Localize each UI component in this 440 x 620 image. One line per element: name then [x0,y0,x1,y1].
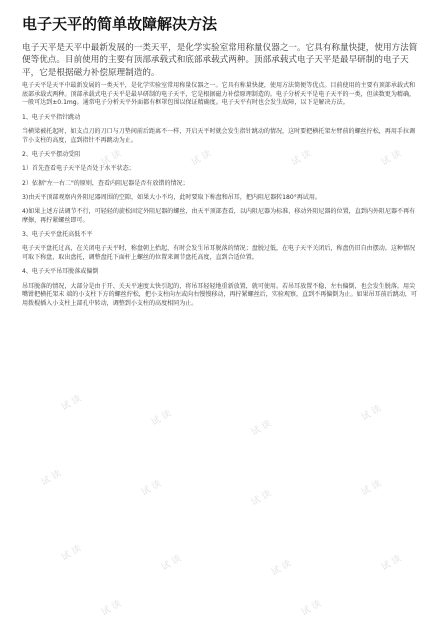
watermark: 试读 [379,147,406,169]
watermark: 试读 [249,417,276,439]
watermark: 试读 [39,467,66,489]
intro-paragraph: 电子天平是天平中最新发展的一类天平，是化学实验室常用称量仪器之一。它具有称量快捷，使用方法简便等优点。目前使用的主要有顶部承载式和底部承载式两种。顶部承载式电子天平是最早研制的电子天平，它是根据磁力补偿原理制造的。 [22,43,418,78]
list-item: 2）依据"左一右二"的原则，查看内阻尼器是否有放错的情况； [22,179,189,187]
watermark: 试读 [139,477,166,499]
watermark: 试读 [99,597,126,619]
section-heading: 2、电子天平摆动受阻 [22,151,81,158]
watermark: 试读 [99,147,126,169]
watermark: 试读 [359,477,386,499]
watermark: 试读 [189,147,216,169]
document-title: 电子天平的简单故障解决方法 [22,15,218,33]
watermark: 试读 [149,407,176,429]
section-heading: 1、电子天平指针跳动 [22,113,81,121]
watermark: 试读 [289,147,316,169]
body-paragraph: 电子天平盘托过高，在关闭电子天平时，称盘朝上抬起，有时会发生吊耳脱落的情况；盘脱过低，在电子天平关闭后，称盘仍旧自由摆动。这种情况可取下称盘，取出盘托，调整盘托下面杆上螺丝的位置来调节盘托高度，直到合适位置。 [22,245,416,262]
watermark: 试读 [269,557,296,579]
list-item: 4)如果上述方法调节不行，可轻轻的旋松固定外阻尼器的螺丝，由天平顶部查看，以内阻尼器为标准，移动外阻尼器的位置，直到内外阻尼器不再有摩擦，再拧紧螺丝即可。 [22,208,416,224]
watermark: 试读 [159,552,186,574]
list-item: 1）首先查看电子天平是否处于水平状态； [22,165,135,173]
watermark: 试读 [249,487,276,509]
watermark: 试读 [59,392,86,414]
body-paragraph: 吊耳脱落的情况，大部分是由于开、关天平速度太快引起的，将吊耳轻轻地重新放置，就可使用。若吊耳放置不稳，左右偏倒，也会发生脱落。用尖嘴钳把横托架末 端的小支柱下方的螺丝拧松，把小支柱向左或向右慢慢移动，再拧紧螺丝后，实验观察，直到不再偏倒为止。如果吊耳前后跳动，可用拨棍插入小支柱上部孔中转动，调整到小支柱的高度相同为止。 [22,282,417,308]
section-heading: 3、电子天平盘托高低不平 [22,231,93,239]
watermark: 试读 [59,542,86,564]
watermark: 试读 [359,402,386,424]
watermark: 试读 [379,552,406,574]
list-item: 3)由天平顶部观察内外阻尼器周围的空隙，如果大小不均，此时要取下称盘和吊耳，把内阻尼器转180°再试用。 [22,193,321,201]
section-heading: 4、电子天平吊耳脱落或偏倒 [22,268,99,276]
body-paragraph: 电子天平是天平中最新发展的一类天平，是化学实验室常用称量仪器之一。它具有称量快捷，使用方法简便等优点。目前使用的主要有顶部承载式和底部承载式两种。顶部承载式电子天平是最早研制的电子天平，它是根据磁力补偿原理制造的。电子分析天平是电子天平的一类，但读数更为精确，一般可达到±0.1mg。通常电子分析天平外面都有框罩包围以保证精确度。电子天平有时也会发生故障，以下是解决方法。 [22,82,416,107]
document-body [22,82,420,314]
watermark: 试读 [299,597,326,619]
body-paragraph: 当横梁被托起时，如支点刀的刀口与刀垫间前后距离不一样，开启天平时就会发生指针跳动的情况，这时要把横托架左臂前的螺丝拧松，再用手拉调节小支柱的高度，直到指针不再跳动为止。 [22,128,416,144]
